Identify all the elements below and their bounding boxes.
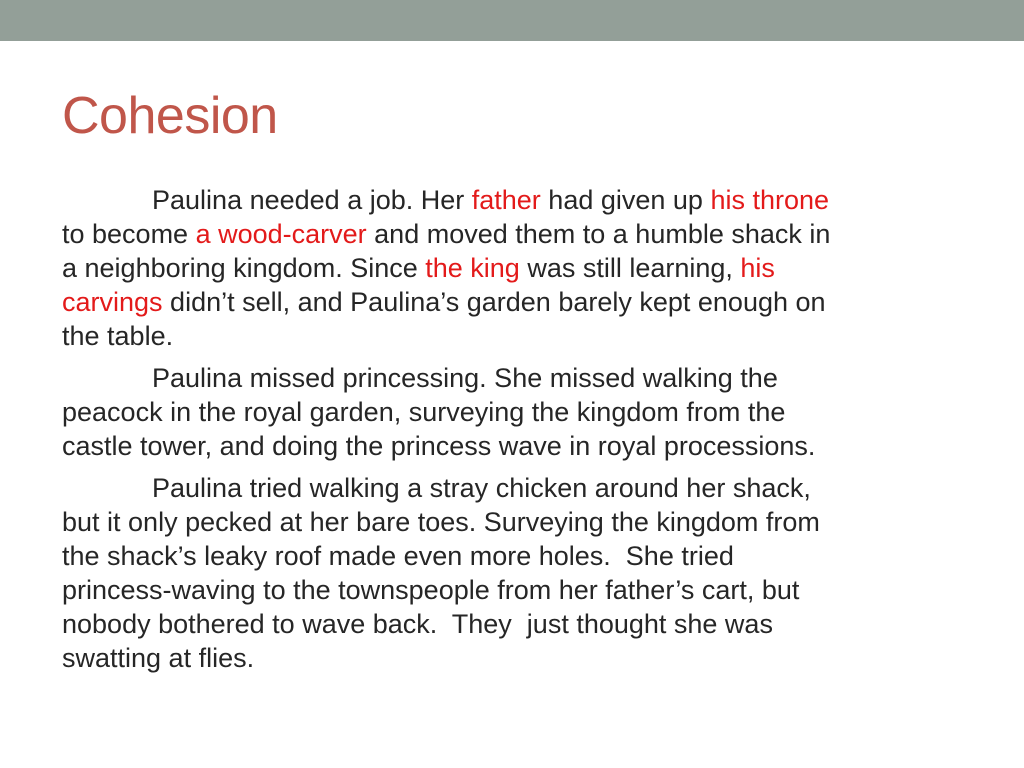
text-run: peacock in the royal garden, surveying the kingdom from the bbox=[62, 397, 786, 427]
text-line bbox=[62, 217, 962, 251]
text-line bbox=[62, 183, 962, 217]
highlighted-phrase: a wood-carver bbox=[195, 219, 367, 249]
text-line bbox=[62, 505, 962, 539]
text-line bbox=[62, 539, 962, 573]
text-run: nobody bothered to wave back. They just thought she was bbox=[62, 609, 773, 639]
paragraph-2 bbox=[62, 361, 962, 463]
highlighted-phrase: his bbox=[740, 253, 775, 283]
text-line bbox=[62, 361, 962, 395]
text-run: didn’t sell, and Paulina’s garden barely kept enough on bbox=[162, 287, 826, 317]
text-run: Paulina missed princessing. She missed walking the bbox=[62, 363, 778, 393]
slide-body-text bbox=[62, 183, 962, 675]
text-line bbox=[62, 607, 962, 641]
text-line bbox=[62, 285, 962, 319]
text-line bbox=[62, 319, 962, 353]
text-line bbox=[62, 251, 962, 285]
text-run: princess-waving to the townspeople from her father’s cart, but bbox=[62, 575, 800, 605]
text-line bbox=[62, 429, 962, 463]
top-accent-bar bbox=[0, 0, 1024, 41]
text-run: Paulina needed a job. Her bbox=[62, 185, 472, 215]
highlighted-phrase: the king bbox=[425, 253, 520, 283]
text-run: castle tower, and doing the princess wave in royal processions. bbox=[62, 431, 816, 461]
text-run: the shack’s leaky roof made even more holes. She tried bbox=[62, 541, 734, 571]
text-run: to become bbox=[62, 219, 196, 249]
highlighted-phrase: his throne bbox=[710, 185, 830, 215]
slide-title: Cohesion bbox=[62, 87, 278, 145]
highlighted-phrase: carvings bbox=[62, 287, 163, 317]
text-line bbox=[62, 641, 962, 675]
paragraph-1 bbox=[62, 183, 962, 353]
text-run: and moved them to a humble shack in bbox=[366, 219, 831, 249]
text-line bbox=[62, 573, 962, 607]
text-run: was still learning, bbox=[519, 253, 741, 283]
highlighted-phrase: father bbox=[471, 185, 541, 215]
text-run: but it only pecked at her bare toes. Surveying the kingdom from bbox=[62, 507, 820, 537]
text-line bbox=[62, 395, 962, 429]
text-run: swatting at flies. bbox=[62, 643, 255, 673]
text-run: Paulina tried walking a stray chicken around her shack, bbox=[62, 473, 811, 503]
text-run: a neighboring kingdom. Since bbox=[62, 253, 426, 283]
paragraph-3 bbox=[62, 471, 962, 675]
text-run: the table. bbox=[62, 321, 174, 351]
text-run: had given up bbox=[540, 185, 711, 215]
text-line bbox=[62, 471, 962, 505]
